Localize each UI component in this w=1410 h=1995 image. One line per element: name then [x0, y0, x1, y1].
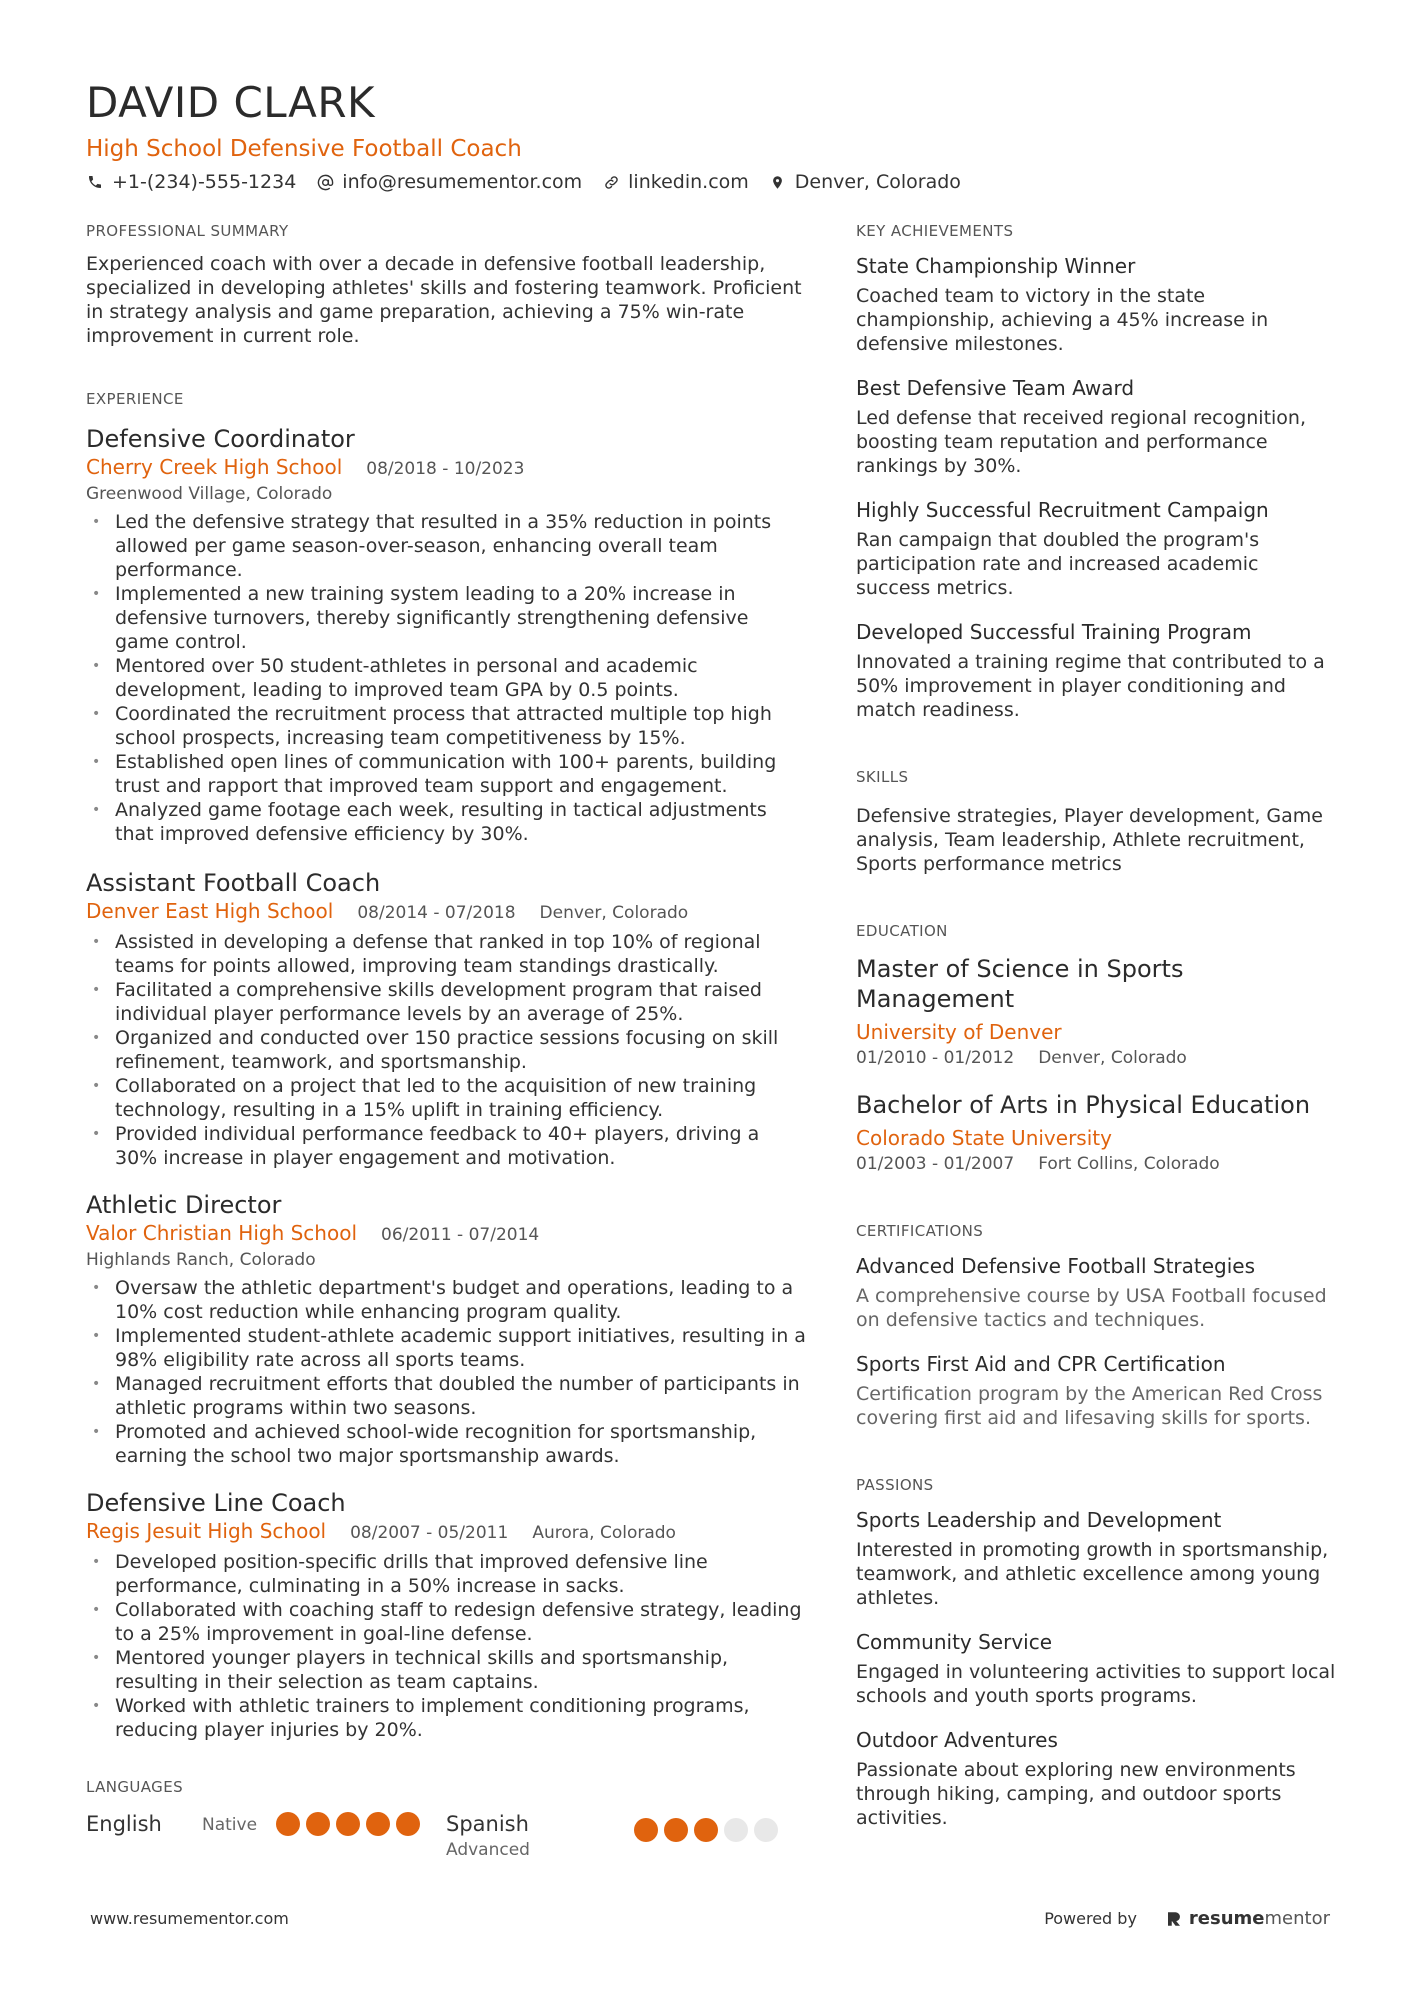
brand-name-bold: resume: [1188, 1908, 1265, 1929]
education-item: [856, 1090, 1336, 1176]
footer-website[interactable]: www.resumementor.com: [90, 1909, 289, 1928]
languages-section: [86, 1776, 806, 1862]
education-degree: Bachelor of Arts in Physical Education: [856, 1091, 1311, 1119]
job-bullets: [86, 1550, 806, 1742]
certification-title: Sports First Aid and CPR Certification: [856, 1352, 1226, 1376]
education-dates: 01/2003 - 01/2007: [856, 1154, 1015, 1174]
job-title: Defensive Line Coach: [86, 1489, 346, 1517]
bullet-item: • Provided individual performance feedback to 40+ players, driving a 30% increase in player engagement and motivation.: [86, 1122, 806, 1170]
job-bullets: [86, 1276, 806, 1468]
contact-email[interactable]: [316, 168, 582, 196]
language-name: Spanish: [446, 1812, 529, 1836]
rating-dot-filled: [306, 1812, 330, 1836]
education-meta: [856, 1152, 1336, 1176]
rating-dot-filled: [664, 1818, 688, 1842]
skills-text: Defensive strategies, Player development, Game analysis, Team leadership, Athlete recruitment, Sports performance metrics: [856, 805, 1323, 875]
section-label: KEY ACHIEVEMENTS: [856, 222, 1014, 240]
certification-item: [856, 1350, 1336, 1430]
right-column: [856, 220, 1336, 1830]
section-label: EXPERIENCE: [86, 390, 184, 408]
job-bullets: [86, 510, 806, 846]
section-label: EDUCATION: [856, 922, 948, 940]
job-company: Regis Jesuit High School: [86, 1519, 327, 1543]
job-location: Highlands Ranch, Colorado: [86, 1250, 316, 1270]
email-text: info@resumementor.com: [342, 171, 583, 193]
skills-section: [856, 766, 1336, 876]
contact-linkedin[interactable]: [602, 168, 749, 196]
summary-section: [86, 220, 806, 348]
passion-item: [856, 1628, 1336, 1708]
job-bullets: [86, 930, 806, 1170]
job-title: Defensive Coordinator: [86, 425, 355, 453]
rating-dot-empty: [724, 1818, 748, 1842]
education-item: [856, 954, 1336, 1070]
language-item: [86, 1810, 446, 1862]
passion-title: Community Service: [856, 1630, 1053, 1654]
bullet-item: • Led the defensive strategy that resulted in a 35% reduction in points allowed per game season-over-season, enhancing overall team performance.: [86, 510, 806, 582]
bullet-item: • Developed position-specific drills that improved defensive line performance, culminating in a 50% increase in sacks.: [86, 1550, 806, 1598]
language-name-wrap: [86, 1810, 202, 1838]
bullet-item: • Established open lines of communication with 100+ parents, building trust and rapport that improved team support and engagement.: [86, 750, 806, 798]
job-dates: 08/2007 - 05/2011: [350, 1523, 509, 1543]
certification-title: Advanced Defensive Football Strategies: [856, 1254, 1256, 1278]
section-label: PASSIONS: [856, 1476, 934, 1494]
education-school: Colorado State University: [856, 1126, 1112, 1150]
achievement-item: [856, 374, 1336, 478]
language-level-wrap: [202, 1810, 276, 1837]
job-meta: [86, 454, 806, 482]
certification-item: [856, 1252, 1336, 1332]
achievement-item: [856, 252, 1336, 356]
achievement-title: State Championship Winner: [856, 254, 1136, 278]
resume-header: [86, 78, 1326, 196]
rating-dot-empty: [754, 1818, 778, 1842]
achievement-item: [856, 618, 1336, 722]
education-dates: 01/2010 - 01/2012: [856, 1048, 1015, 1068]
job-location: Greenwood Village, Colorado: [86, 484, 333, 504]
certification-desc: Certification program by the American Red Cross covering first aid and lifesaving skills for sports.: [856, 1383, 1323, 1429]
education-school: University of Denver: [856, 1020, 1062, 1044]
passion-desc: Passionate about exploring new environments through hiking, camping, and outdoor sports activities.: [856, 1759, 1296, 1829]
education-section: [856, 920, 1336, 1176]
resumementor-logo-icon: [1165, 1910, 1183, 1928]
certifications-section: [856, 1220, 1336, 1430]
job-meta: [86, 898, 806, 926]
language-item: [446, 1810, 806, 1862]
achievement-title: Developed Successful Training Program: [856, 620, 1252, 644]
passion-desc: Interested in promoting growth in sportsmanship, teamwork, and athletic excellence among young athletes.: [856, 1539, 1329, 1609]
bullet-item: • Collaborated with coaching staff to redesign defensive strategy, leading to a 25% improvement in goal-line defense.: [86, 1598, 806, 1646]
rating-dot-filled: [336, 1812, 360, 1836]
left-column: [86, 220, 806, 1862]
rating-dot-filled: [634, 1818, 658, 1842]
achievement-desc: Coached team to victory in the state championship, achieving a 45% increase in defensive milestones.: [856, 285, 1269, 355]
summary-text: Experienced coach with over a decade in defensive football leadership, specialized in developing athletes' skills and fostering teamwork. Proficient in strategy analysis and game preparation, achieving a 75% win-rate improvement in current role.: [86, 253, 802, 347]
job-title: Athletic Director: [86, 1191, 282, 1219]
bullet-item: • Analyzed game footage each week, resulting in tactical adjustments that improved defensive efficiency by 30%.: [86, 798, 806, 846]
language-name-wrap: [446, 1810, 634, 1862]
section-label: SKILLS: [856, 768, 909, 786]
job-title: Assistant Football Coach: [86, 869, 381, 897]
contact-location: [769, 168, 961, 196]
education-location: Fort Collins, Colorado: [1038, 1154, 1220, 1174]
job-meta: [86, 1518, 806, 1546]
job-entry: [86, 1488, 806, 1742]
rating-dot-filled: [276, 1812, 300, 1836]
linkedin-text: linkedin.com: [628, 171, 749, 193]
language-rating: [276, 1810, 426, 1836]
candidate-title: High School Defensive Football Coach: [86, 136, 522, 162]
powered-by-label: Powered by: [1044, 1909, 1137, 1928]
bullet-item: • Collaborated on a project that led to the acquisition of new training technology, resulting in a 15% uplift in training efficiency.: [86, 1074, 806, 1122]
job-company: Cherry Creek High School: [86, 455, 343, 479]
language-level: Native: [202, 1815, 258, 1835]
bullet-item: • Managed recruitment efforts that doubled the number of participants in athletic programs within two seasons.: [86, 1372, 806, 1420]
phone-text: +1-(234)-555-1234: [112, 171, 297, 193]
achievements-section: [856, 220, 1336, 722]
contact-bar: [86, 168, 1326, 196]
passion-item: [856, 1726, 1336, 1830]
link-icon: [602, 173, 620, 191]
language-list: [86, 1810, 806, 1862]
bullet-item: • Oversaw the athletic department's budget and operations, leading to a 10% cost reduction while enhancing program quality.: [86, 1276, 806, 1324]
achievement-desc: Led defense that received regional recognition, boosting team reputation and performance rankings by 30%.: [856, 407, 1307, 477]
education-location: Denver, Colorado: [1038, 1048, 1187, 1068]
language-rating: [634, 1810, 784, 1842]
bullet-item: • Organized and conducted over 150 practice sessions focusing on skill refinement, teamwork, and sportsmanship.: [86, 1026, 806, 1074]
bullet-item: • Assisted in developing a defense that ranked in top 10% of regional teams for points allowed, improving team standings drastically.: [86, 930, 806, 978]
passion-desc: Engaged in volunteering activities to support local schools and youth sports programs.: [856, 1661, 1336, 1707]
job-entry: [86, 1190, 806, 1468]
achievement-title: Highly Successful Recruitment Campaign: [856, 498, 1269, 522]
bullet-item: • Facilitated a comprehensive skills development program that raised individual player performance levels by an average of 25%.: [86, 978, 806, 1026]
section-label: PROFESSIONAL SUMMARY: [86, 222, 289, 240]
bullet-item: • Promoted and achieved school-wide recognition for sportsmanship, earning the school two major sportsmanship awards.: [86, 1420, 806, 1468]
brand-logo[interactable]: [1165, 1908, 1330, 1929]
passions-section: [856, 1474, 1336, 1830]
passion-title: Outdoor Adventures: [856, 1728, 1058, 1752]
job-entry: [86, 868, 806, 1170]
brand-name-rest: mentor: [1264, 1908, 1330, 1929]
bullet-item: • Coordinated the recruitment process that attracted multiple top high school prospects, increasing team competitiveness by 15%.: [86, 702, 806, 750]
bullet-item: • Mentored younger players in technical skills and sportsmanship, resulting in their selection as team captains.: [86, 1646, 806, 1694]
education-degree: Master of Science in Sports Management: [856, 955, 1184, 1013]
achievement-title: Best Defensive Team Award: [856, 376, 1135, 400]
job-dates: 06/2011 - 07/2014: [381, 1225, 540, 1245]
bullet-item: • Worked with athletic trainers to implement conditioning programs, reducing player injuries by 20%.: [86, 1694, 806, 1742]
map-pin-icon: [769, 173, 787, 191]
language-level: Advanced: [446, 1840, 530, 1860]
achievement-desc: Innovated a training regime that contributed to a 50% improvement in player conditioning and match readiness.: [856, 651, 1325, 721]
certification-desc: A comprehensive course by USA Football focused on defensive tactics and techniques.: [856, 1285, 1327, 1331]
education-meta: [856, 1046, 1336, 1070]
language-name: English: [86, 1812, 162, 1836]
bullet-item: • Mentored over 50 student-athletes in personal and academic development, leading to improved team GPA by 0.5 points.: [86, 654, 806, 702]
bullet-item: • Implemented a new training system leading to a 20% increase in defensive turnovers, thereby significantly strengthening defensive game control.: [86, 582, 806, 654]
bullet-item: • Implemented student-athlete academic support initiatives, resulting in a 98% eligibility rate across all sports teams.: [86, 1324, 806, 1372]
rating-dot-filled: [396, 1812, 420, 1836]
job-meta: [86, 1220, 806, 1248]
rating-dot-filled: [366, 1812, 390, 1836]
contact-phone: [86, 168, 296, 196]
job-entry: [86, 424, 806, 846]
achievement-item: [856, 496, 1336, 600]
page-footer: [90, 1908, 1330, 1929]
job-company: Valor Christian High School: [86, 1221, 358, 1245]
achievement-desc: Ran campaign that doubled the program's participation rate and increased academic success metrics.: [856, 529, 1260, 599]
section-label: LANGUAGES: [86, 1778, 184, 1796]
passion-title: Sports Leadership and Development: [856, 1508, 1222, 1532]
candidate-name: DAVID CLARK: [86, 78, 376, 127]
powered-by: [1044, 1908, 1330, 1929]
job-company: Denver East High School: [86, 899, 334, 923]
passion-item: [856, 1506, 1336, 1610]
job-dates: 08/2014 - 07/2018: [357, 903, 516, 923]
rating-dot-filled: [694, 1818, 718, 1842]
job-dates: 08/2018 - 10/2023: [366, 459, 525, 479]
section-label: CERTIFICATIONS: [856, 1222, 984, 1240]
at-icon: [316, 173, 334, 191]
location-text: Denver, Colorado: [794, 171, 961, 193]
job-location: Aurora, Colorado: [532, 1523, 676, 1543]
phone-icon: [86, 173, 104, 191]
experience-section: [86, 388, 806, 1742]
job-location: Denver, Colorado: [539, 903, 689, 923]
